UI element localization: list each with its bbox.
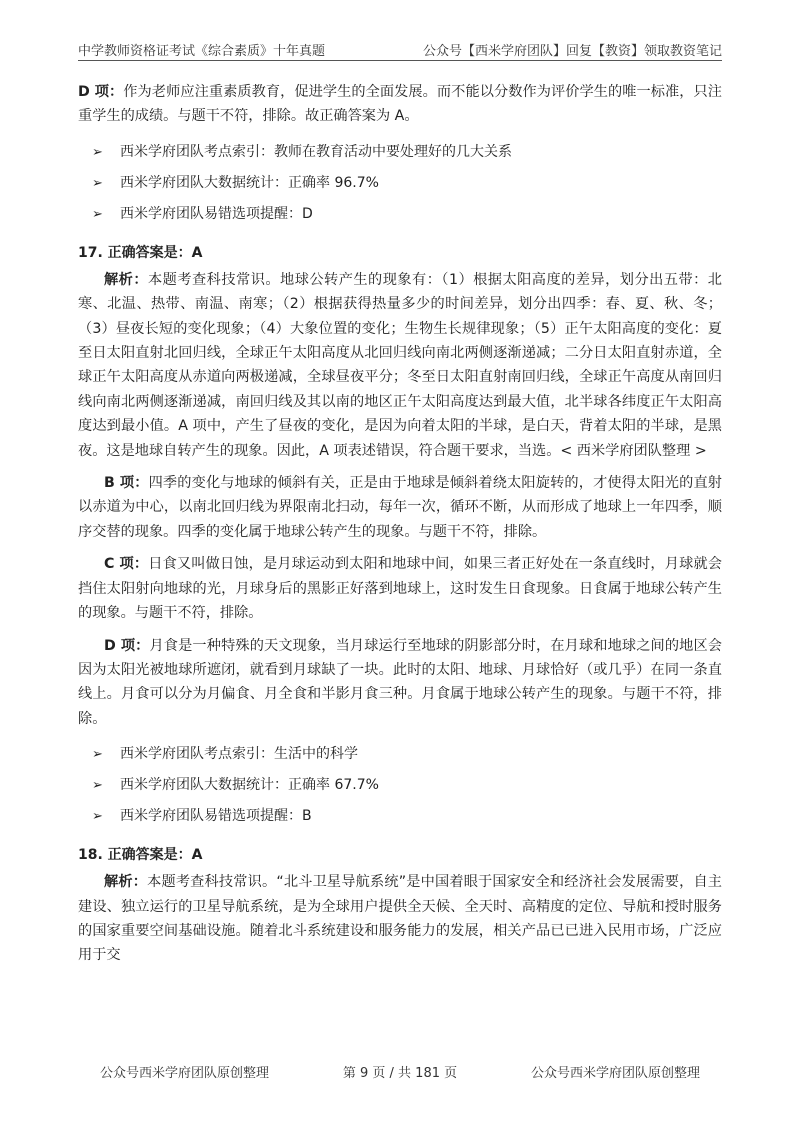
header-right-text: 公众号【西米学府团队】回复【教资】领取教资笔记 <box>422 44 722 59</box>
arrow-icon: ➢ <box>92 144 103 160</box>
header-left-text: 中学教师资格证考试《综合素质》十年真题 <box>78 44 326 59</box>
q16-bullet-stats <box>78 168 722 199</box>
q17-option-c <box>78 552 722 625</box>
bullet-text: 西米学府团队大数据统计：正确率 96.7% <box>120 174 379 191</box>
bullet-text: 西米学府团队易错选项提醒：D <box>120 205 313 222</box>
page-header <box>78 38 722 61</box>
page-footer <box>78 1062 722 1082</box>
q17-bullet-error <box>78 801 722 832</box>
arrow-icon: ➢ <box>92 175 103 191</box>
bullet-text: 西米学府团队易错选项提醒：B <box>120 808 312 825</box>
q16-bullet-topic <box>78 137 722 168</box>
q17-bullet-stats <box>78 770 722 801</box>
q17-analysis <box>78 268 722 463</box>
arrow-icon: ➢ <box>92 778 103 794</box>
option-text: 日食又叫做日蚀，是月球运动到太阳和地球中间，如果三者正好处在一条直线时，月球就会挡住太阳射向地球的光，月球身后的黑影正好落到地球上，这时发生日食现象。日食属于地球公转产生的现象。与题干不符，排除。 <box>78 556 722 622</box>
q17-option-d <box>78 634 722 732</box>
q16-option-d <box>78 80 722 129</box>
bullet-text: 西米学府团队考点索引：生活中的科学 <box>120 746 358 763</box>
footer-right-text: 公众号西米学府团队原创整理 <box>530 1066 700 1081</box>
q18-answer: 18. 正确答案是：A <box>78 847 203 864</box>
option-text: 月食是一种特殊的天文现象，当月球运行至地球的阴影部分时，在月球和地球之间的地区会因为太阳光被地球所遮闭，就看到月球缺了一块。此时的太阳、地球、月球恰好（或几乎）在同一条直线上。月食可以分为月偏食、月全食和半影月食三种。月食属于地球公转产生的现象。与题干不符，排除。 <box>78 637 722 727</box>
analysis-text: 本题考查科技常识。地球公转产生的现象有：（1）根据太阳高度的差异，划分出五带：北寒、北温、热带、南温、南寒；（2）根据获得热量多少的时间差异，划分出四季：春、夏、秋、冬；（3）昼夜长短的变化现象；（4）大象位置的变化；生物生长规律现象；（5）正午太阳高度的变化：夏至日太阳直射北回归线，全球正午太阳高度从北回归线向南北两侧逐渐递减；二分日太阳直射赤道，全球正午太阳高度从赤道向两极递减，全球昼夜平分；冬至日太阳直射南回归线，全球正午高度从南回归线向南北两侧逐渐递减，南回归线及其以南的地区正午太阳高度达到最大值，北半球各纬度正午太阳高度达到最小值。A 项中，产生了昼夜的变化，是因为向着太阳的半球，是白天，背着太阳的半球，是黑夜。这是地球自转产生的现象。因此，A 项表述错误，符合题干要求，当选。< 西米学府团队整理 > <box>78 271 722 459</box>
arrow-icon: ➢ <box>92 747 103 763</box>
analysis-label: 解析： <box>104 874 148 891</box>
page-number: 第 9 页 / 共 181 页 <box>342 1066 458 1081</box>
q16-bullet-error <box>78 199 722 230</box>
q17-answer: 17. 正确答案是：A <box>78 244 203 261</box>
option-label: B 项： <box>104 475 149 492</box>
analysis-label: 解析： <box>104 271 149 288</box>
arrow-icon: ➢ <box>92 809 103 825</box>
q17-option-b <box>78 471 722 544</box>
analysis-text: 本题考查科技常识。“北斗卫星导航系统”是中国着眼于国家安全和经济社会发展需要，自主建设、独立运行的卫星导航系统，是为全球用户提供全天候、全天时、高精度的定位、导航和授时服务的国家重要空间基础设施。随着北斗系统建设和服务能力的发展，相关产品已已进入民用市场，广泛应用于交 <box>78 874 722 964</box>
option-text: 四季的变化与地球的倾斜有关，正是由于地球是倾斜着绕太阳旋转的，才使得太阳光的直射以赤道为中心，以南北回归线为界限南北扫动，每年一次，循环不断，从而形成了地球上一年四季，顺序交替的现象。四季的变化属于地球公转产生的现象。与题干不符，排除。 <box>78 475 722 540</box>
q18-analysis <box>78 870 722 968</box>
page-content <box>78 80 722 968</box>
option-label: D 项： <box>104 637 150 654</box>
option-label: D 项： <box>78 84 124 100</box>
option-label: C 项： <box>104 556 149 573</box>
option-text: 作为老师应注重素质教育，促进学生的全面发展。而不能以分数作为评价学生的唯一标准，只注重学生的成绩。与题干不符，排除。故正确答案为 A。 <box>78 84 722 125</box>
q17-bullet-topic <box>78 739 722 770</box>
arrow-icon: ➢ <box>92 206 103 222</box>
footer-left-text: 公众号西米学府团队原创整理 <box>100 1066 270 1081</box>
bullet-text: 西米学府团队大数据统计：正确率 67.7% <box>120 777 379 794</box>
bullet-text: 西米学府团队考点索引：教师在教育活动中要处理好的几大关系 <box>120 143 512 160</box>
